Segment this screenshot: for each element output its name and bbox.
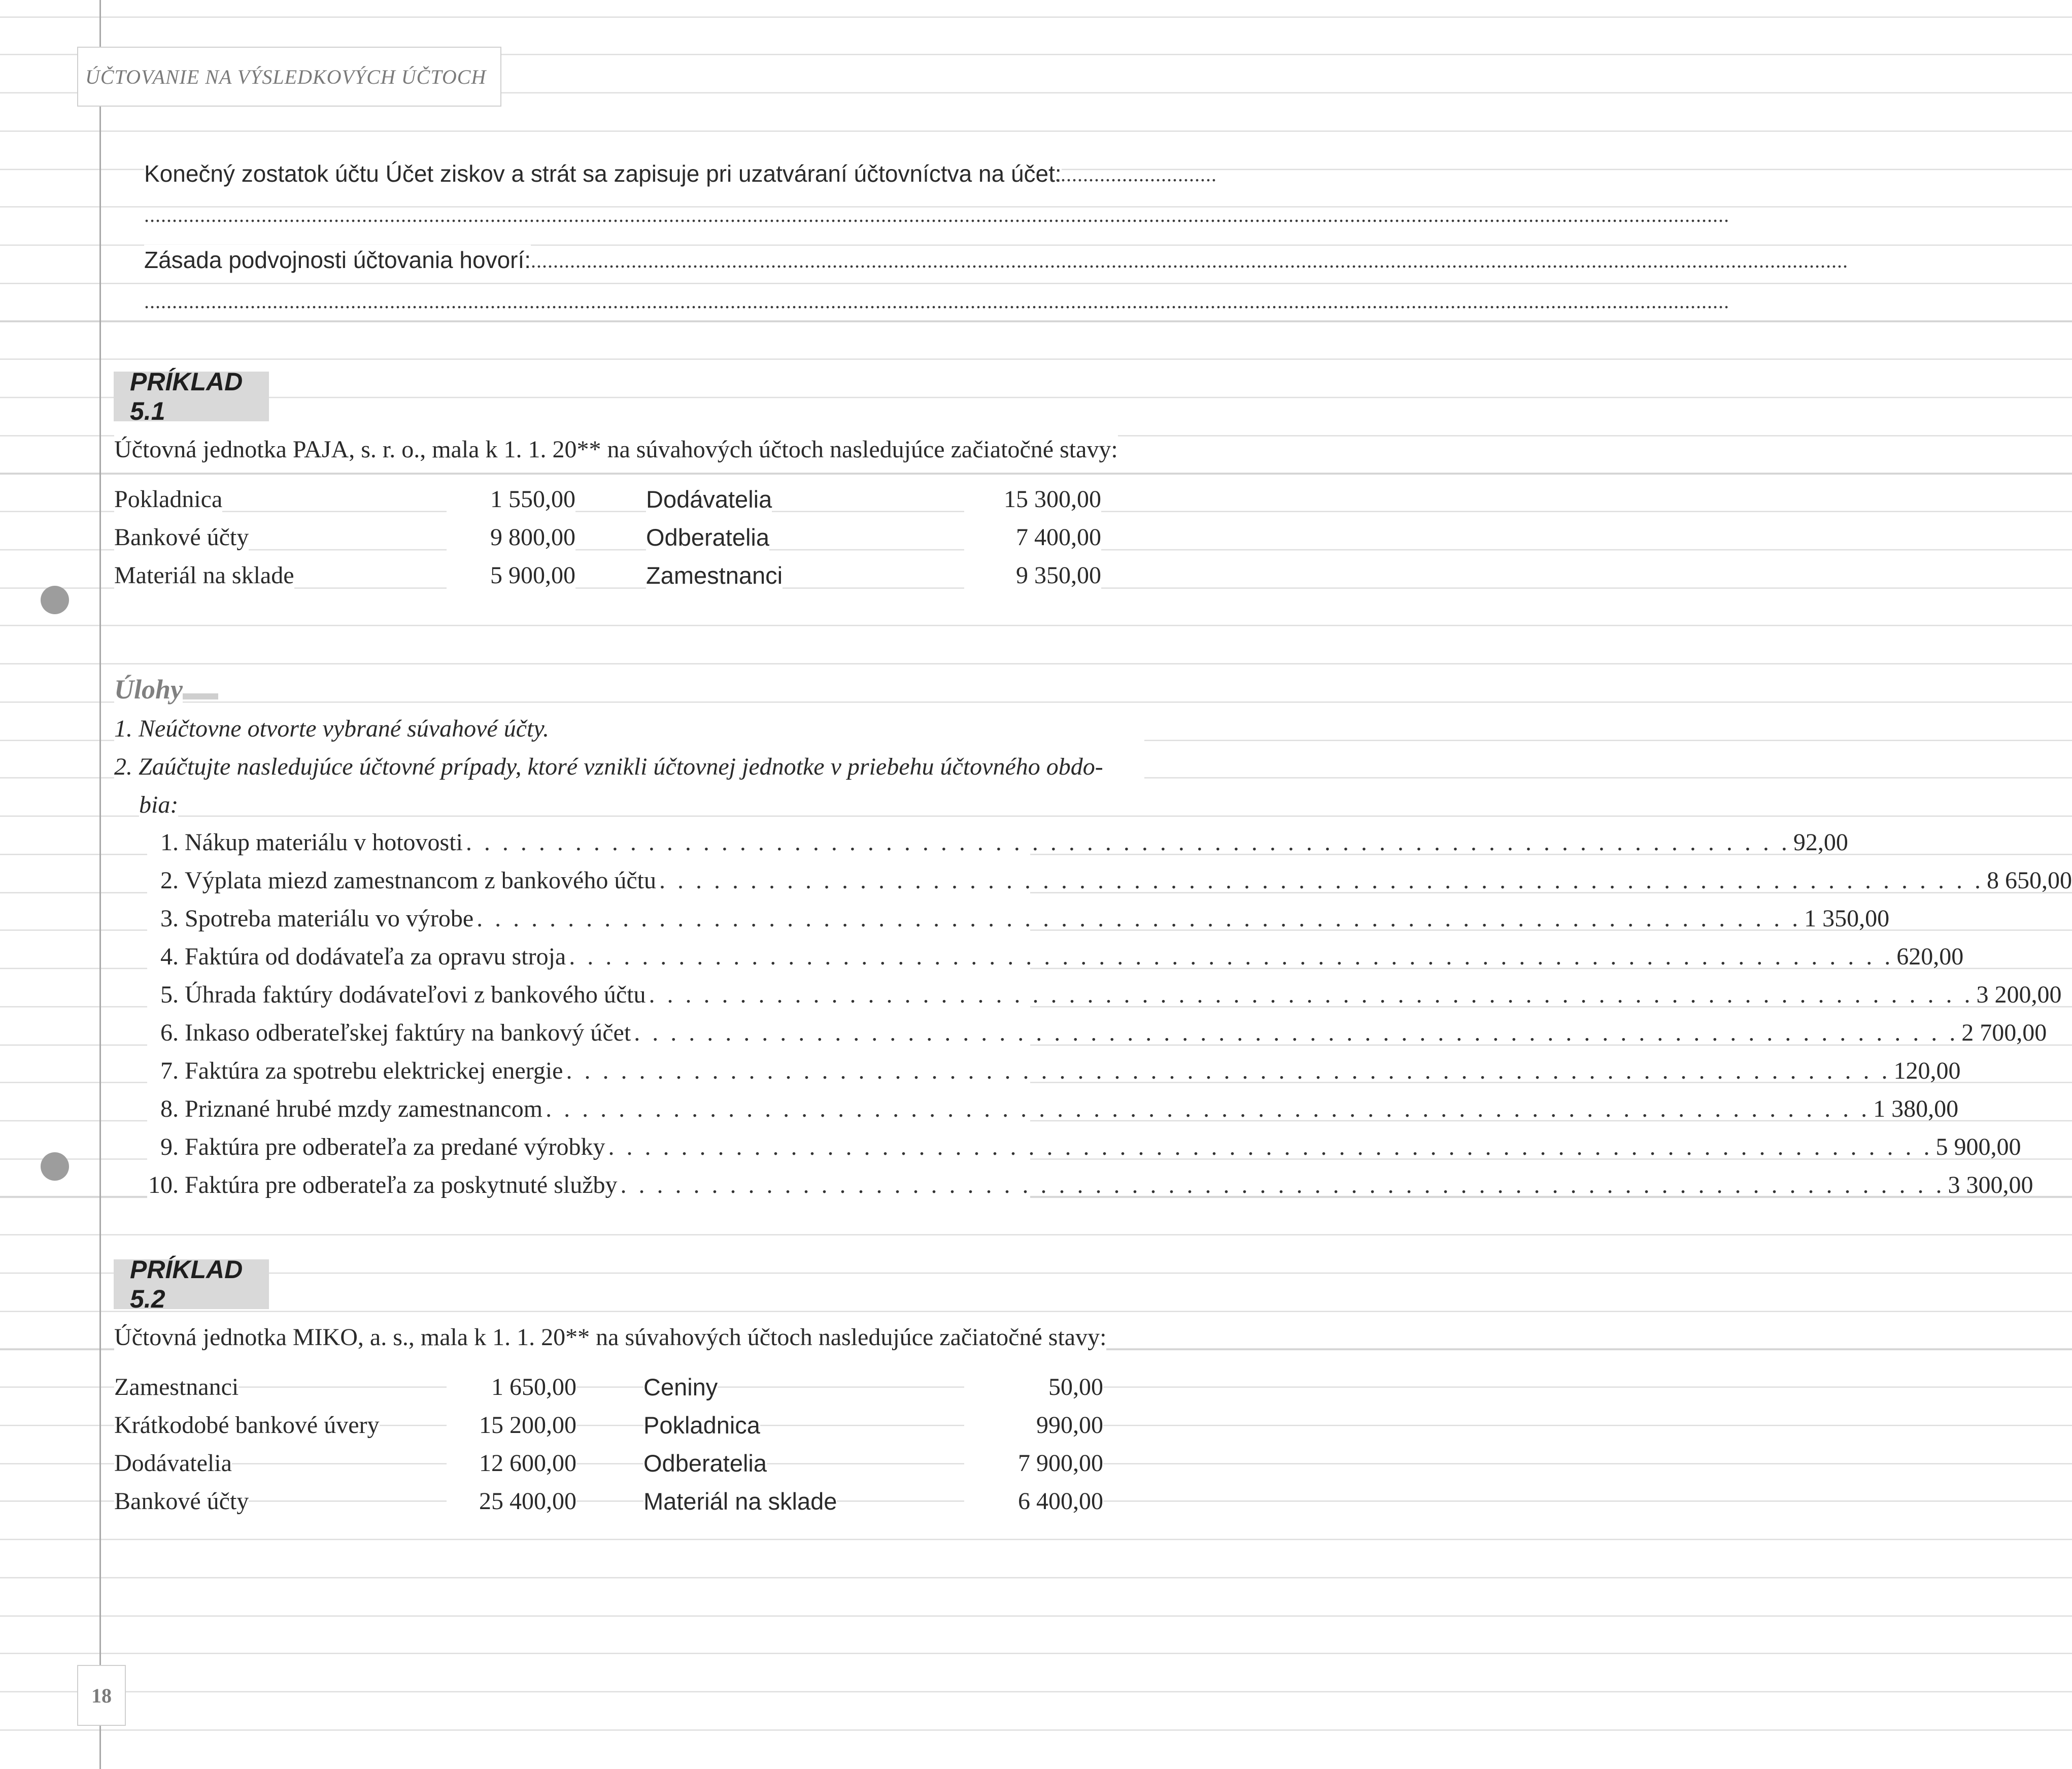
running-header — [77, 47, 501, 107]
dot-leader — [466, 827, 1790, 858]
answer-blank[interactable]: ............................................................................................................................................................................................................................................ — [531, 249, 1848, 272]
transaction-amount: 3 200,00 — [1976, 981, 2062, 1008]
transaction-number: 9. — [160, 1133, 179, 1160]
transaction-number: 7. — [160, 1057, 179, 1084]
balance-value: 7 900,00 — [964, 1448, 1103, 1479]
balance-label: Odberatelia — [646, 522, 769, 553]
transaction-desc: Výplata miezd zamestnancom z bankového účtu — [185, 867, 656, 894]
transaction-amount: 5 900,00 — [1935, 1133, 2021, 1160]
transaction-number: 2. — [160, 867, 179, 894]
answer-blank[interactable]: ............................................................................................................................................................................................................................................................................................ — [144, 204, 1729, 226]
transaction-number: 3. — [160, 905, 179, 932]
task-item: 1. Neúčtovne otvorte vybrané súvahové účty. — [114, 710, 1144, 748]
answer-blank[interactable]: ............................................................................................................................................................................................................................................................................................ — [144, 290, 1729, 313]
transaction-row — [147, 980, 2062, 1010]
balance-label: Odberatelia — [643, 1448, 767, 1479]
balance-label: Pokladnica — [643, 1410, 760, 1441]
transaction-row — [147, 1094, 1959, 1124]
tasks-title: Úlohy — [114, 674, 183, 705]
balance-value: 9 800,00 — [447, 522, 575, 553]
balance-value: 1 650,00 — [447, 1372, 576, 1403]
margin-line — [99, 0, 101, 1769]
transaction-row — [147, 942, 1964, 972]
balance-label: Krátkodobé bankové úvery — [114, 1410, 380, 1441]
transaction-amount: 120,00 — [1893, 1057, 1961, 1084]
balance-value: 990,00 — [964, 1410, 1103, 1441]
balance-value: 1 550,00 — [447, 484, 575, 515]
transaction-desc: Faktúra za spotrebu elektrickej energie — [185, 1057, 563, 1084]
balance-label: Dodávatelia — [114, 1448, 232, 1479]
transaction-desc: Úhrada faktúry dodávateľovi z bankového účtu — [185, 981, 646, 1008]
transaction-row — [147, 865, 2072, 896]
running-header-text: ÚČTOVANIE NA VÝSLEDKOVÝCH ÚČTOCH — [85, 65, 487, 88]
transaction-desc: Priznané hrubé mzdy zamestnancom — [185, 1095, 543, 1122]
question-1: Konečný zostatok účtu Účet ziskov a strát sa zapisuje pri uzatváraní účtovníctva na účet: — [144, 158, 1062, 189]
dot-leader — [546, 1094, 1870, 1124]
transaction-row — [147, 1132, 2021, 1162]
transaction-desc: Faktúra od dodávateľa za opravu stroja — [185, 943, 566, 970]
transaction-number: 4. — [160, 943, 179, 970]
balance-value: 6 400,00 — [964, 1486, 1103, 1517]
task-item: bia: — [139, 786, 178, 824]
balance-label: Zamestnanci — [646, 560, 783, 591]
balance-value: 15 300,00 — [964, 484, 1101, 515]
example-intro: Účtovná jednotka MIKO, a. s., mala k 1. 1. 20** na súvahových účtoch nasledujúce začiatočné stavy: — [114, 1322, 1106, 1353]
transaction-amount: 1 350,00 — [1804, 905, 1890, 932]
transaction-amount: 620,00 — [1896, 943, 1964, 970]
balance-label: Materiál na sklade — [643, 1486, 837, 1517]
balance-label: Zamestnanci — [114, 1372, 239, 1403]
dot-leader — [621, 1170, 1945, 1200]
balance-label: Bankové účty — [114, 1486, 249, 1517]
transaction-row — [147, 827, 1848, 858]
balance-value: 25 400,00 — [447, 1486, 576, 1517]
transaction-number: 5. — [160, 981, 179, 1008]
dot-leader — [477, 904, 1801, 934]
transaction-row — [147, 1170, 2033, 1200]
example-badge: PRÍKLAD 5.1 — [114, 372, 269, 421]
balance-value: 12 600,00 — [447, 1448, 576, 1479]
dot-leader — [634, 1018, 1958, 1048]
example-badge: PRÍKLAD 5.2 — [114, 1259, 269, 1309]
transaction-desc: Spotreba materiálu vo výrobe — [185, 905, 474, 932]
transaction-desc: Nákup materiálu v hotovosti — [185, 829, 463, 856]
balance-label: Dodávatelia — [646, 484, 772, 515]
dot-leader — [608, 1132, 1932, 1162]
task-item: 2. Zaúčtujte nasledujúce účtovné prípady, ktoré vznikli účtovnej jednotke v priebehu účtovného obdo- — [114, 748, 1144, 786]
balance-label: Materiál na sklade — [114, 560, 294, 591]
balance-value: 5 900,00 — [447, 560, 575, 591]
question-2: Zásada podvojnosti účtovania hovorí: — [144, 245, 531, 275]
transaction-row — [147, 904, 1890, 934]
balance-value: 50,00 — [964, 1372, 1103, 1403]
transaction-number: 10. — [148, 1172, 179, 1198]
page-number: 18 — [77, 1665, 126, 1726]
transaction-desc: Faktúra pre odberateľa za poskytnuté služby — [185, 1172, 618, 1198]
balance-value: 15 200,00 — [447, 1410, 576, 1441]
balance-value: 9 350,00 — [964, 560, 1101, 591]
transaction-amount: 92,00 — [1793, 829, 1848, 856]
answer-blank[interactable]: .............................. — [1049, 163, 1217, 186]
dot-leader — [566, 1056, 1890, 1086]
transaction-number: 1. — [160, 829, 179, 856]
transaction-desc: Inkaso odberateľskej faktúry na bankový účet — [185, 1019, 631, 1046]
transaction-row — [147, 1018, 2047, 1048]
balance-label: Pokladnica — [114, 484, 222, 515]
transaction-amount: 2 700,00 — [1961, 1019, 2047, 1046]
transaction-number: 8. — [160, 1095, 179, 1122]
transaction-number: 6. — [160, 1019, 179, 1046]
transaction-amount: 1 380,00 — [1873, 1095, 1959, 1122]
transaction-amount: 3 300,00 — [1948, 1172, 2033, 1198]
dot-leader — [569, 942, 1893, 972]
dot-leader — [649, 980, 1974, 1010]
balance-label: Ceniny — [643, 1372, 718, 1403]
punch-hole — [41, 586, 69, 614]
dot-leader — [659, 865, 1984, 896]
punch-hole — [41, 1152, 69, 1181]
balance-label: Bankové účty — [114, 522, 249, 553]
transaction-row — [147, 1056, 1961, 1086]
balance-value: 7 400,00 — [964, 522, 1101, 553]
example-intro: Účtovná jednotka PAJA, s. r. o., mala k 1. 1. 20** na súvahových účtoch nasledujúce začiatočné stavy: — [114, 435, 1118, 465]
transaction-amount: 8 650,00 — [1987, 867, 2072, 894]
transaction-desc: Faktúra pre odberateľa za predané výrobky — [185, 1133, 605, 1160]
